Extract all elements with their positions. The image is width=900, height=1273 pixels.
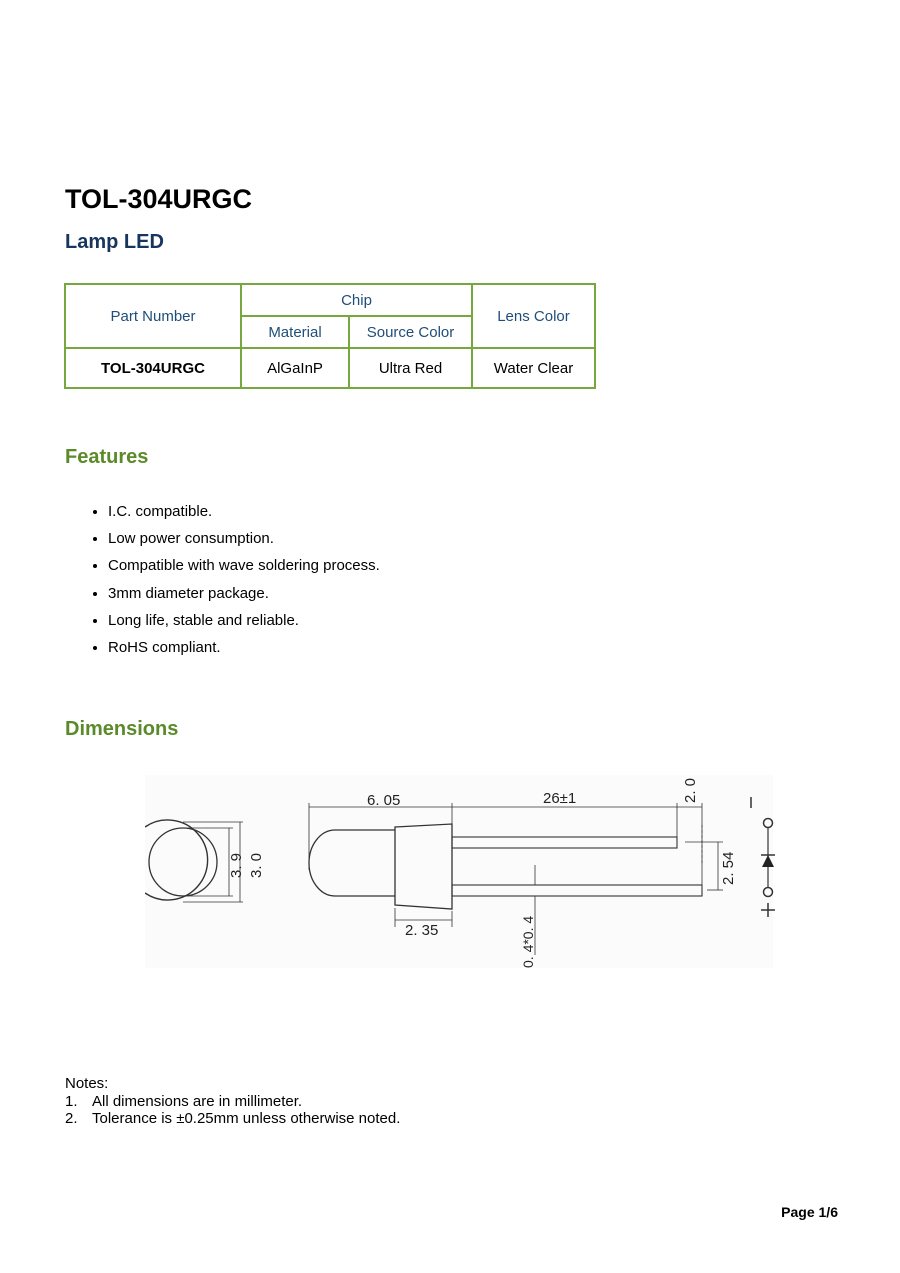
page-subtitle: Lamp LED [65,231,164,253]
list-item: • RoHS compliant. [108,638,380,665]
note-text: All dimensions are in millimeter. [92,1092,303,1110]
diam-inner-label: 3. 0 [248,852,265,878]
features-list [65,502,380,665]
list-item: • Long life, stable and reliable. [108,611,380,638]
header-part-number: Part Number [65,284,241,348]
dimensions-heading: Dimensions [65,718,179,740]
list-item: • 3mm diameter package. [108,584,380,611]
note-text: Tolerance is ±0.25mm unless otherwise noted. [92,1110,401,1127]
note-number: 2. [65,1110,78,1127]
body-length-label: 6. 05 [367,792,401,809]
cell-lens-color: Water Clear [472,348,595,388]
page-number: Page 1/6 [781,1204,838,1220]
dimension-drawing [145,775,780,970]
note-item [65,1093,400,1111]
cell-source-color: Ultra Red [349,348,472,388]
spec-table [64,283,596,389]
header-lens-color: Lens Color [472,284,595,348]
pitch-label: 2. 54 [720,851,737,885]
cell-part-number: TOL-304URGC [65,348,241,388]
lead-size-label: 0. 4*0. 4 [520,915,536,968]
notes-title: Notes: [65,1075,109,1092]
list-item: • I.C. compatible. [108,502,380,529]
features-heading: Features [65,446,149,468]
page-title: TOL-304URGC [65,184,253,214]
header-source-color: Source Color [349,316,472,348]
note-number: 1. [65,1092,78,1110]
lead-length-label: 26±1 [543,790,577,807]
diam-outer-label: 3. 9 [228,852,245,878]
header-material: Material [241,316,349,348]
header-chip: Chip [241,284,472,316]
notes [65,1075,400,1128]
flange-label: 2. 35 [405,922,439,939]
list-item: • Compatible with wave soldering process. [108,556,380,583]
cell-material: AlGaInP [241,348,349,388]
note-item [65,1110,400,1128]
lead-offset-label: 2. 0 [682,777,699,803]
list-item: • Low power consumption. [108,529,380,556]
